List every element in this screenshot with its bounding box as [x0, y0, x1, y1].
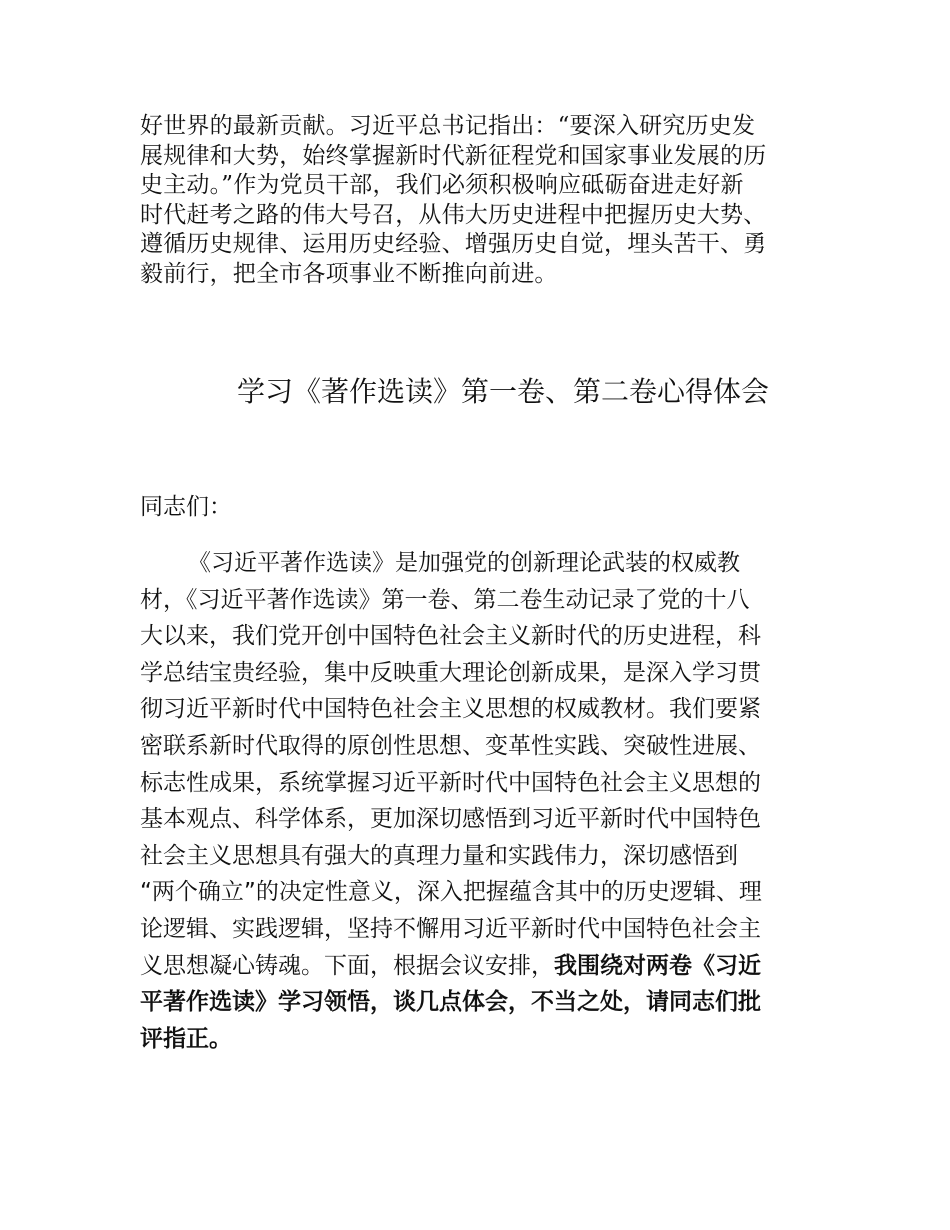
text-line: 史主动。”作为党员干部，我们必须积极响应砥砺奋进走好新	[140, 172, 744, 199]
text-line: 好世界的最新贡献。习近平总书记指出：“要深入研究历史发	[140, 113, 756, 139]
text-line: 基本观点、科学体系，更加深切感悟到习近平新时代中国特色	[140, 806, 761, 833]
salutation: 同志们：	[140, 494, 232, 520]
text-line: 大以来，我们党开创中国特色社会主义新时代的历史进程，科	[140, 623, 761, 650]
text-line: 社会主义思想具有强大的真理力量和实践伟力，深切感悟到	[140, 842, 738, 869]
text-line-bold: 平著作选读》学习领悟，谈几点体会，不当之处，请同志们批	[140, 989, 761, 1016]
text-line: 论逻辑、实践逻辑，坚持不懈用习近平新时代中国特色社会主	[140, 915, 761, 942]
text-line: 密联系新时代取得的原创性思想、变革性实践、突破性进展、	[140, 732, 761, 759]
text-normal-segment: 义思想凝心铸魂。下面，根据会议安排，	[140, 952, 554, 979]
text-line: 时代赶考之路的伟大号召，从伟大历史进程中把握历史大势、	[140, 201, 767, 228]
text-line: 材，《习近平著作选读》第一卷、第二卷生动记录了党的十八	[140, 586, 750, 613]
text-line: 《习近平著作选读》是加强党的创新理论武装的权威教	[188, 550, 740, 576]
article-title: 学习《著作选读》第一卷、第二卷心得体会	[236, 375, 769, 408]
text-line: 学总结宝贵经验，集中反映重大理论创新成果，是深入学习贯	[140, 659, 761, 686]
body-paragraph	[140, 545, 820, 1057]
text-bold-segment: 我围绕对两卷《习近	[554, 952, 761, 979]
text-line-mixed	[140, 948, 820, 985]
text-line: 标志性成果，系统掌握习近平新时代中国特色社会主义思想的	[140, 769, 761, 796]
text-line: 毅前行，把全市各项事业不断推向前进。	[140, 260, 558, 287]
text-line: 彻习近平新时代中国特色社会主义思想的权威教材。我们要紧	[140, 696, 761, 723]
previous-section-paragraph	[140, 112, 820, 290]
text-line: 遵循历史规律、运用历史经验、增强历史自觉，埋头苦干、勇	[140, 231, 767, 258]
text-line-bold: 评指正。	[140, 1025, 232, 1052]
text-line: 展规律和大势，始终掌握新时代新征程党和国家事业发展的历	[140, 142, 767, 169]
text-line: “两个确立”的决定性意义，深入把握蕴含其中的历史逻辑、理	[140, 879, 762, 906]
